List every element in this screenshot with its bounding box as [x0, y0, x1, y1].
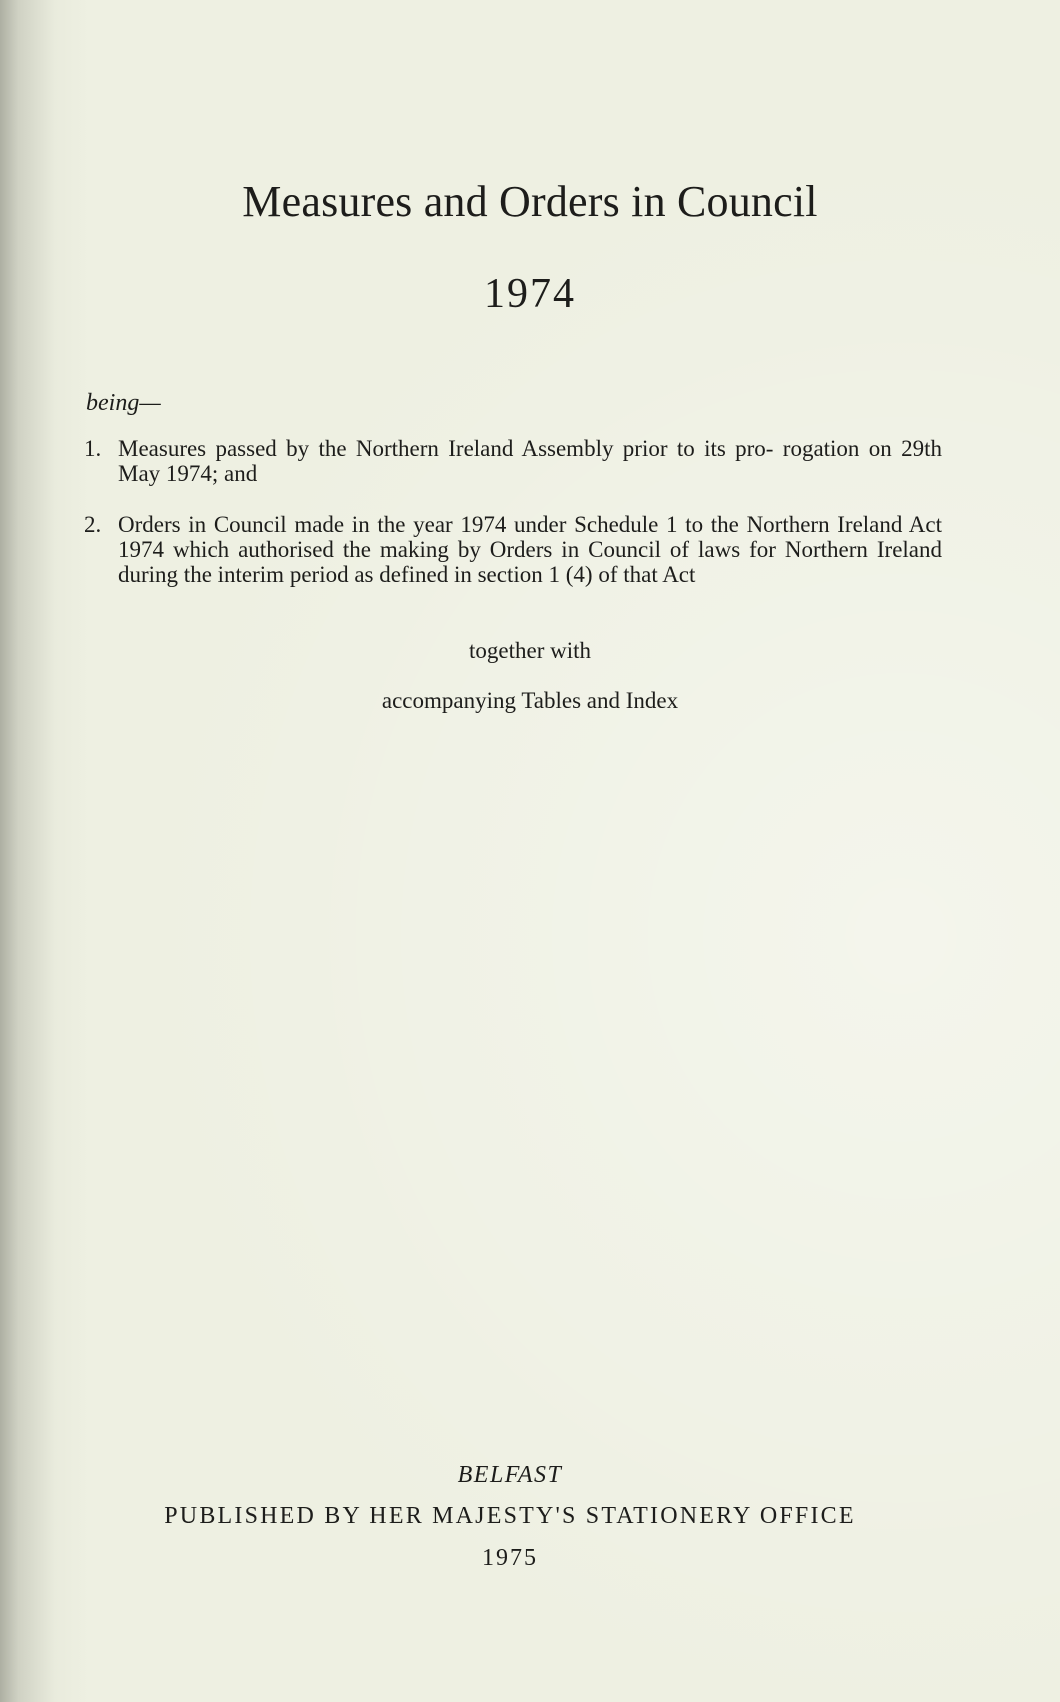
- document-title: Measures and Orders in Council: [242, 177, 818, 226]
- list-item: [84, 512, 942, 587]
- publication-place: BELFAST: [457, 1462, 563, 1488]
- together-with-text: together with: [469, 638, 591, 663]
- publisher-line: PUBLISHED BY HER MAJESTY'S STATIONERY OFFICE: [164, 1503, 856, 1529]
- document-year: 1974: [484, 271, 576, 317]
- list-item-number: 1.: [84, 436, 102, 461]
- list-item-text: Orders in Council made in the year 1974 under Schedule 1 to the Northern Ireland Act 1974 which authorised the making by Orders in Council of laws for Northern Ireland during the interim period as defined in section 1 (4) of that Act: [118, 512, 942, 587]
- publication-year: 1975: [482, 1545, 538, 1571]
- list-item: [84, 436, 942, 486]
- list-item-number: 2.: [84, 512, 102, 537]
- being-label: being—: [86, 390, 161, 416]
- accompanying-text: accompanying Tables and Index: [381, 688, 679, 713]
- list-item-text: Measures passed by the Northern Ireland Assembly prior to its pro- rogation on 29th May 1974; and: [118, 436, 942, 486]
